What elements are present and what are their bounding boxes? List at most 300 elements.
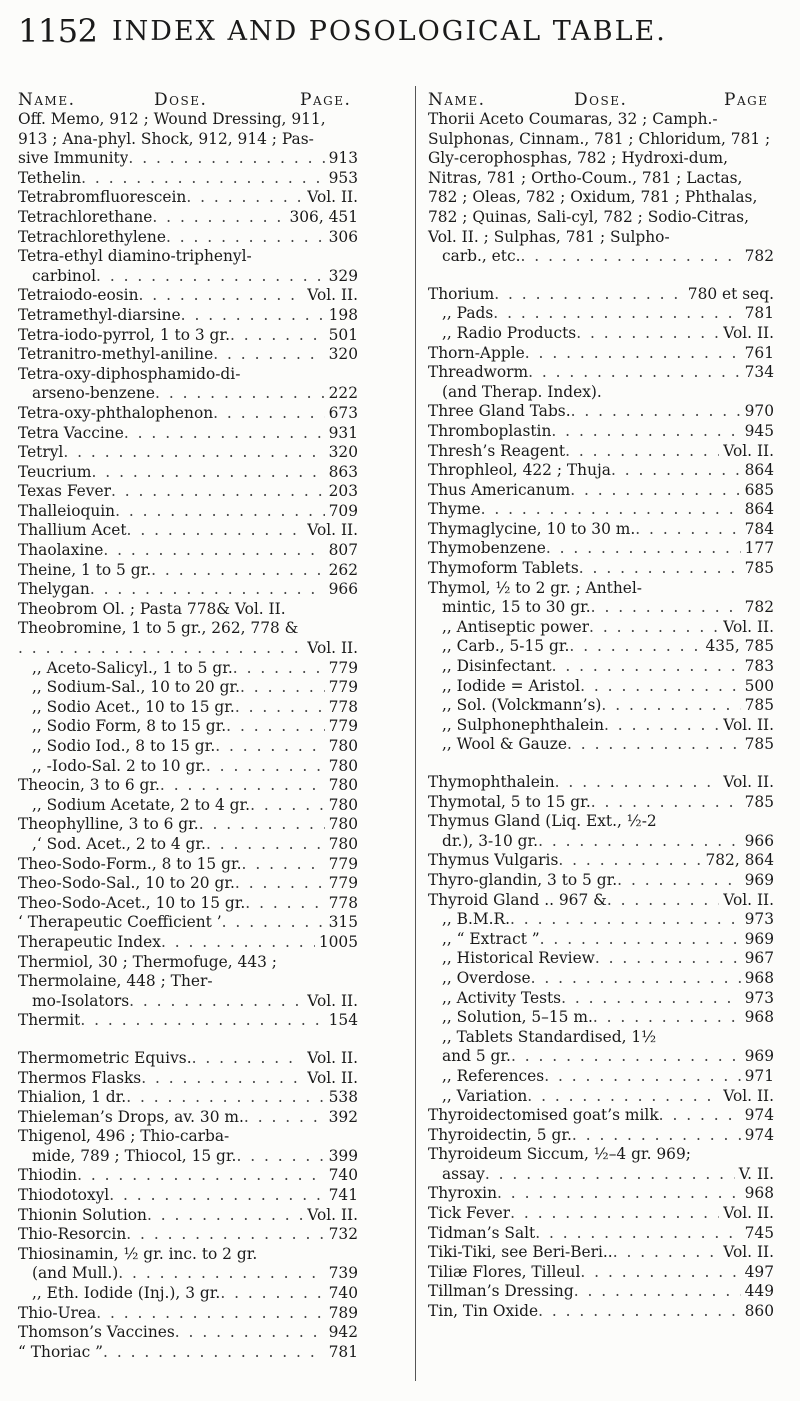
leader-dots (485, 1165, 735, 1185)
leader-dots (160, 776, 325, 796)
entry-page: 780 (328, 776, 358, 795)
leader-dots (570, 481, 740, 501)
entry-page: Vol. II. (723, 715, 774, 734)
leader-dots (607, 891, 719, 911)
entry-page: 222 (328, 384, 358, 403)
index-entry (18, 267, 358, 287)
leader-dots (510, 1204, 719, 1224)
name-heading: Name. (428, 90, 486, 110)
index-entry (18, 874, 358, 894)
index-entry (428, 793, 774, 813)
entry-name: Tethelin (18, 168, 82, 187)
entry-gap (428, 755, 774, 773)
entry-name: Tick Fever (428, 1204, 511, 1223)
index-entry (18, 580, 358, 600)
leader-dots (525, 344, 741, 364)
index-entry (428, 657, 774, 677)
index-entry (428, 461, 774, 481)
index-entry (18, 443, 358, 463)
entry-name: “ Thoriac ” (18, 1342, 104, 1361)
index-entry (18, 149, 358, 169)
entry-page: 785 (744, 559, 774, 578)
leader-dots (81, 169, 324, 189)
entry-name: Thorium (428, 284, 495, 303)
leader-dots (613, 1243, 720, 1263)
index-entry (428, 1165, 774, 1185)
leader-dots (571, 402, 741, 422)
entry-name: ‘ Therapeutic Coefficient ’ (18, 913, 222, 932)
entry-page: 320 (328, 345, 358, 364)
leader-dots (538, 832, 741, 852)
index-entry: Theobromine, 1 to 5 gr., 262, 778 & (18, 619, 299, 638)
leader-dots (535, 1224, 740, 1244)
entry-name: Thyroidectomised goat’s milk (428, 1106, 659, 1125)
leader-dots (558, 851, 701, 871)
entry-name: assay (442, 1164, 485, 1183)
leader-dots (493, 304, 740, 324)
index-entry (428, 891, 774, 911)
entry-page: 953 (328, 168, 358, 187)
entry-page: 807 (328, 541, 358, 560)
entry-name: Thyme (428, 500, 481, 519)
index-entry: Thorii Aceto Coumaras, 32 ; Camph.-Sulphonas, Cinnam., 781 ; Chloridum, 781 ; Gly-cerophosphas, 782 ; Hydroxi-dum, Nitras, 781 ; Ortho-Coum., 781 ; Lactas, 782 ; Oleas, 782 ; Oxidum, 781 ; Phthalas, 782 ; Quinas, Sali-cyl, 782 ; Sodio-Citras, Vol. II. ; Sulphas, 781 ; Sulpho- (428, 110, 771, 246)
index-entry (428, 1106, 774, 1126)
entry-page: Vol. II. (723, 1086, 774, 1105)
index-entry (18, 659, 358, 679)
entry-page: 781 (744, 304, 774, 323)
entry-page: 778 (328, 893, 358, 912)
index-entry (18, 1049, 358, 1069)
entry-name: Tetrachlorethane (18, 207, 153, 226)
entry-name: Tillman’s Dressing (428, 1282, 574, 1301)
entry-page: 497 (744, 1262, 774, 1281)
entry-name: Thialion, 1 dr. (18, 1088, 127, 1107)
index-entry (18, 698, 358, 718)
entry-page: 860 (744, 1302, 774, 1321)
index-entry (428, 559, 774, 579)
index-entry (18, 404, 358, 424)
entry-page: 974 (744, 1125, 774, 1144)
entry-name: ,, Activity Tests (442, 988, 562, 1007)
entry-name: ,, Pads (442, 304, 494, 323)
entry-page: 1005 (318, 932, 358, 951)
leader-dots (540, 930, 741, 950)
entry-page: 392 (328, 1107, 358, 1126)
leader-dots (215, 737, 324, 757)
index-entry (428, 1047, 774, 1067)
entry-name: Texas Fever (18, 482, 111, 501)
entry-name: dr.), 3-10 gr. (442, 831, 539, 850)
index-entry (18, 1264, 358, 1284)
index-entry (18, 1069, 358, 1089)
entry-page: 945 (744, 421, 774, 440)
entry-name: Thio-Urea (18, 1303, 97, 1322)
index-entry (18, 521, 358, 541)
index-entry (428, 969, 774, 989)
index-entry: Thymol, ½ to 2 gr. ; Anthel- (428, 578, 643, 597)
leader-dots (155, 384, 325, 404)
entry-name: Theo-Sodo-Sal., 10 to 20 gr. (18, 874, 235, 893)
leader-dots (551, 422, 740, 442)
index-entry (18, 1011, 358, 1031)
index-entry (428, 637, 774, 657)
index-entry (428, 1184, 774, 1204)
entry-page: 782 (744, 598, 774, 617)
index-entry (428, 696, 774, 716)
index-entry (18, 913, 358, 933)
entry-page: 780 (328, 737, 358, 755)
leader-dots (244, 1108, 325, 1128)
entry-name: Thalleioquin (18, 501, 116, 520)
index-entry (428, 1224, 774, 1244)
index-entry (18, 1323, 358, 1343)
leader-dots (235, 874, 325, 894)
entry-name: Thymus Vulgaris (428, 851, 559, 870)
leader-dots (250, 796, 325, 816)
entry-page: 781 (328, 1342, 358, 1361)
dose-heading: Dose. (574, 90, 628, 110)
index-entry (18, 796, 358, 816)
entry-page: 780 (328, 795, 358, 814)
index-entry (18, 678, 358, 698)
index-entry (428, 285, 774, 305)
entry-page: 864 (744, 500, 774, 519)
leader-dots (226, 717, 324, 737)
index-entry (428, 949, 774, 969)
entry-page: Vol. II. (307, 1048, 358, 1067)
entry-page: 449 (744, 1282, 774, 1301)
entry-name: ,, Solution, 5–15 m. (442, 1008, 593, 1027)
entry-name: ,, Sodio Form, 8 to 15 gr. (32, 717, 227, 736)
entry-page: 177 (744, 539, 774, 558)
entry-name: ,, Iodide = Aristol (442, 676, 581, 695)
leader-dots (175, 1323, 325, 1343)
entry-name: Tetryl (18, 443, 64, 462)
leader-dots (124, 424, 325, 444)
index-entry (428, 1263, 774, 1283)
leader-dots (521, 247, 741, 267)
entry-page: 740 (328, 1166, 358, 1185)
page-heading: Page. (300, 90, 352, 110)
entry-name: (and Mull.) (32, 1264, 119, 1283)
entry-name: ,, Historical Review (442, 949, 595, 968)
entry-name: Tin, Tin Oxide (428, 1302, 539, 1321)
entry-page: 779 (328, 678, 358, 697)
entry-name: ,, Sulphonephthalein (442, 715, 605, 734)
index-entry: Tetra-oxy-diphosphamido-di- (18, 364, 241, 383)
leader-dots (546, 539, 741, 559)
index-entry (18, 737, 358, 757)
right-column (428, 110, 774, 1322)
leader-dots (141, 1069, 303, 1089)
entry-page: Vol. II. (307, 1205, 358, 1224)
leader-dots (589, 618, 719, 638)
entry-name: Tetramethyl-diarsine (18, 305, 181, 324)
index-entry (18, 169, 358, 189)
entry-name: Tetra-oxy-phthalophenon (18, 403, 214, 422)
index-entry (18, 463, 358, 483)
entry-name: Thymoform Tablets (428, 559, 579, 578)
entry-name: Thiodin (18, 1166, 78, 1185)
entry-page: 931 (328, 423, 358, 442)
leader-dots (129, 992, 303, 1012)
index-entry (18, 1284, 358, 1304)
entry-name: Thyroxin (428, 1184, 498, 1203)
leader-dots (181, 306, 325, 326)
entry-page: 970 (744, 402, 774, 421)
entry-page: 306, 451 (289, 207, 358, 226)
entry-page: 500 (744, 676, 774, 695)
name-heading: Name. (18, 90, 76, 110)
entry-page: 399 (328, 1146, 358, 1165)
leader-dots (595, 949, 741, 969)
entry-page: Vol. II. (723, 617, 774, 636)
index-entry (428, 1008, 774, 1028)
leader-dots (126, 1225, 324, 1245)
leader-dots (109, 1186, 324, 1206)
leader-dots (118, 1264, 324, 1284)
index-entry (18, 424, 358, 444)
leader-dots (139, 286, 304, 306)
entry-page: Vol. II. (723, 441, 774, 460)
leader-dots (92, 463, 325, 483)
leader-dots (574, 1282, 741, 1302)
index-entry: Tetra-ethyl diamino-triphenyl- (18, 247, 252, 266)
entry-name: Thyroid Gland .. 967 & (428, 890, 607, 909)
entry-name: Thiodotoxyl (18, 1186, 110, 1205)
entry-page: 969 (744, 929, 774, 948)
leader-dots (233, 659, 325, 679)
entry-name: carb., etc. (442, 247, 521, 266)
leader-dots (186, 188, 303, 208)
entry-name: Thionin Solution (18, 1205, 147, 1224)
dose-heading: Dose. (154, 90, 208, 110)
index-entry (428, 832, 774, 852)
index-entry (428, 930, 774, 950)
leader-dots (220, 1284, 324, 1304)
index-entry (428, 989, 774, 1009)
leader-dots (192, 1049, 304, 1069)
entry-page: 969 (744, 870, 774, 889)
entry-name: ,, -Iodo-Sal. 2 to 10 gr. (32, 756, 206, 775)
leader-dots (635, 520, 740, 540)
entry-name: Theophylline, 3 to 6 gr. (18, 815, 199, 834)
entry-page: 780 (328, 756, 358, 775)
entry-name: ,, Sol. (Volckmann’s) (442, 696, 602, 715)
leader-dots (111, 482, 325, 502)
entry-page: Vol. II. (307, 991, 358, 1010)
leader-dots (591, 598, 741, 618)
entry-name: Teucrium (18, 462, 92, 481)
index-entry (428, 539, 774, 559)
index-entry (428, 324, 774, 344)
entry-page: 329 (328, 266, 358, 285)
page-title: INDEX AND POSOLOGICAL TABLE. (112, 16, 667, 47)
index-entry (18, 1304, 358, 1324)
leader-dots (96, 1304, 324, 1324)
index-entry (428, 618, 774, 638)
entry-page: 538 (328, 1088, 358, 1107)
entry-page: 784 (744, 519, 774, 538)
index-entry (18, 1088, 358, 1108)
index-entry (428, 598, 774, 618)
index-entry (18, 188, 358, 208)
index-entry (428, 735, 774, 755)
leader-dots (511, 1047, 741, 1067)
entry-name: ,, References (442, 1066, 545, 1085)
index-entry (18, 933, 358, 953)
index-entry (18, 894, 358, 914)
leader-dots (166, 228, 325, 248)
leader-dots (128, 149, 324, 169)
index-entry (428, 1126, 774, 1146)
entry-page: 741 (328, 1186, 358, 1205)
leader-dots (617, 871, 740, 891)
page-header (0, 0, 800, 60)
entry-page: 315 (328, 913, 358, 932)
leader-dots (103, 541, 324, 561)
entry-page: 745 (744, 1223, 774, 1242)
leader-dots (591, 793, 741, 813)
entry-page: 783 (744, 657, 774, 676)
entry-page: 739 (328, 1264, 358, 1283)
index-entry (18, 561, 358, 581)
leader-dots (236, 1147, 324, 1167)
leader-dots (576, 324, 719, 344)
index-entry (18, 1186, 358, 1206)
index-entry (428, 402, 774, 422)
entry-name: ,, B.M.R. (442, 910, 511, 929)
entry-name: Thymobenzene (428, 539, 546, 558)
leader-dots (552, 657, 741, 677)
index-entry (18, 776, 358, 796)
entry-name: ,, Wool & Gauze (442, 735, 567, 754)
leader-dots (555, 773, 720, 793)
index-entry (18, 541, 358, 561)
entry-name: Tetrabromfluorescein (18, 188, 187, 207)
leader-dots (580, 1263, 740, 1283)
entry-page: 779 (328, 854, 358, 873)
entry-name: mo-Isolators (32, 991, 130, 1010)
entry-page: 780 (328, 834, 358, 853)
index-entry (428, 520, 774, 540)
leader-dots (528, 363, 741, 383)
leader-dots (659, 1106, 741, 1126)
index-entry (18, 1166, 358, 1186)
leader-dots (63, 443, 324, 463)
leader-dots (206, 757, 325, 777)
index-entry (18, 228, 358, 248)
entry-page: 966 (328, 580, 358, 599)
leader-dots (90, 580, 325, 600)
index-entry (428, 910, 774, 930)
entry-name: and 5 gr. (442, 1047, 511, 1066)
index-entry: Thyroideum Siccum, ½–4 gr. 969; (428, 1145, 691, 1164)
index-entry (428, 422, 774, 442)
index-entry (18, 482, 358, 502)
entry-page: 966 (744, 831, 774, 850)
index-entry (18, 502, 358, 522)
entry-name: ,, Aceto-Salicyl., 1 to 5 gr. (32, 658, 233, 677)
entry-page: 435, 785 (705, 637, 774, 656)
entry-page: 863 (328, 462, 358, 481)
entry-name: Thermit (18, 1011, 81, 1030)
entry-page: 782, 864 (705, 851, 774, 870)
entry-name: Thresh’s Reagent (428, 441, 566, 460)
leader-dots (103, 1343, 325, 1363)
entry-name: Thomson’s Vaccines (18, 1323, 175, 1342)
entry-name: Theine, 1 to 5 gr. (18, 560, 152, 579)
leader-dots (126, 1088, 324, 1108)
leader-dots (199, 815, 325, 835)
entry-name: Thio-Resorcin (18, 1225, 127, 1244)
leader-dots (544, 1067, 740, 1087)
entry-name: Tetra Vaccine (18, 423, 124, 442)
index-entry (18, 326, 358, 346)
index-entry (428, 304, 774, 324)
index-entry (18, 639, 358, 659)
entry-name: Tetranitro-methyl-aniline (18, 345, 214, 364)
index-entry (18, 992, 358, 1012)
index-entry (428, 773, 774, 793)
entry-name: Thymotal, 5 to 15 gr. (428, 792, 591, 811)
leader-dots (213, 345, 324, 365)
index-entry (18, 1147, 358, 1167)
entry-page: Vol. II. (723, 890, 774, 909)
leader-dots (527, 1087, 719, 1107)
page-heading: Page (724, 90, 769, 110)
leader-dots (96, 267, 325, 287)
entry-name: ,‘ Sod. Acet., 2 to 4 gr. (32, 834, 206, 853)
entry-name: ,, Overdose (442, 968, 531, 987)
entry-gap (18, 1031, 358, 1049)
index-entry (428, 442, 774, 462)
entry-page: 685 (744, 480, 774, 499)
entry-page: 198 (328, 305, 358, 324)
index-entry: Thigenol, 496 ; Thio-carba- (18, 1127, 230, 1146)
leader-dots (240, 678, 325, 698)
leader-dots (593, 1008, 741, 1028)
entry-name: ,, Sodium Acetate, 2 to 4 gr. (32, 795, 251, 814)
entry-name: mintic, 15 to 30 gr. (442, 598, 591, 617)
index-entry: Thermiol, 30 ; Thermofuge, 443 ; Thermolaine, 448 ; Ther- (18, 952, 277, 991)
entry-page: Vol. II. (723, 1204, 774, 1223)
leader-dots (235, 698, 325, 718)
entry-name: ,, Carb., 5-15 gr. (442, 637, 570, 656)
index-entry (428, 871, 774, 891)
entry-name: Thermometric Equivs. (18, 1048, 192, 1067)
leader-dots (206, 835, 325, 855)
index-entry (18, 1108, 358, 1128)
entry-page: 785 (744, 696, 774, 715)
entry-page: 779 (328, 717, 358, 736)
entry-gap (428, 267, 774, 285)
entry-name: Three Gland Tabs. (428, 402, 571, 421)
entry-name: Tetrachlorethylene (18, 227, 166, 246)
leader-dots (579, 559, 741, 579)
leader-dots (161, 933, 315, 953)
entry-page: 732 (328, 1225, 358, 1244)
entry-page: 864 (744, 461, 774, 480)
leader-dots (242, 855, 325, 875)
leader-dots (510, 910, 741, 930)
index-entry (18, 1206, 358, 1226)
leader-dots (567, 735, 741, 755)
entry-page: Vol. II. (307, 188, 358, 207)
entry-page: 969 (744, 1047, 774, 1066)
leader-dots (531, 969, 741, 989)
entry-page: 320 (328, 443, 358, 462)
